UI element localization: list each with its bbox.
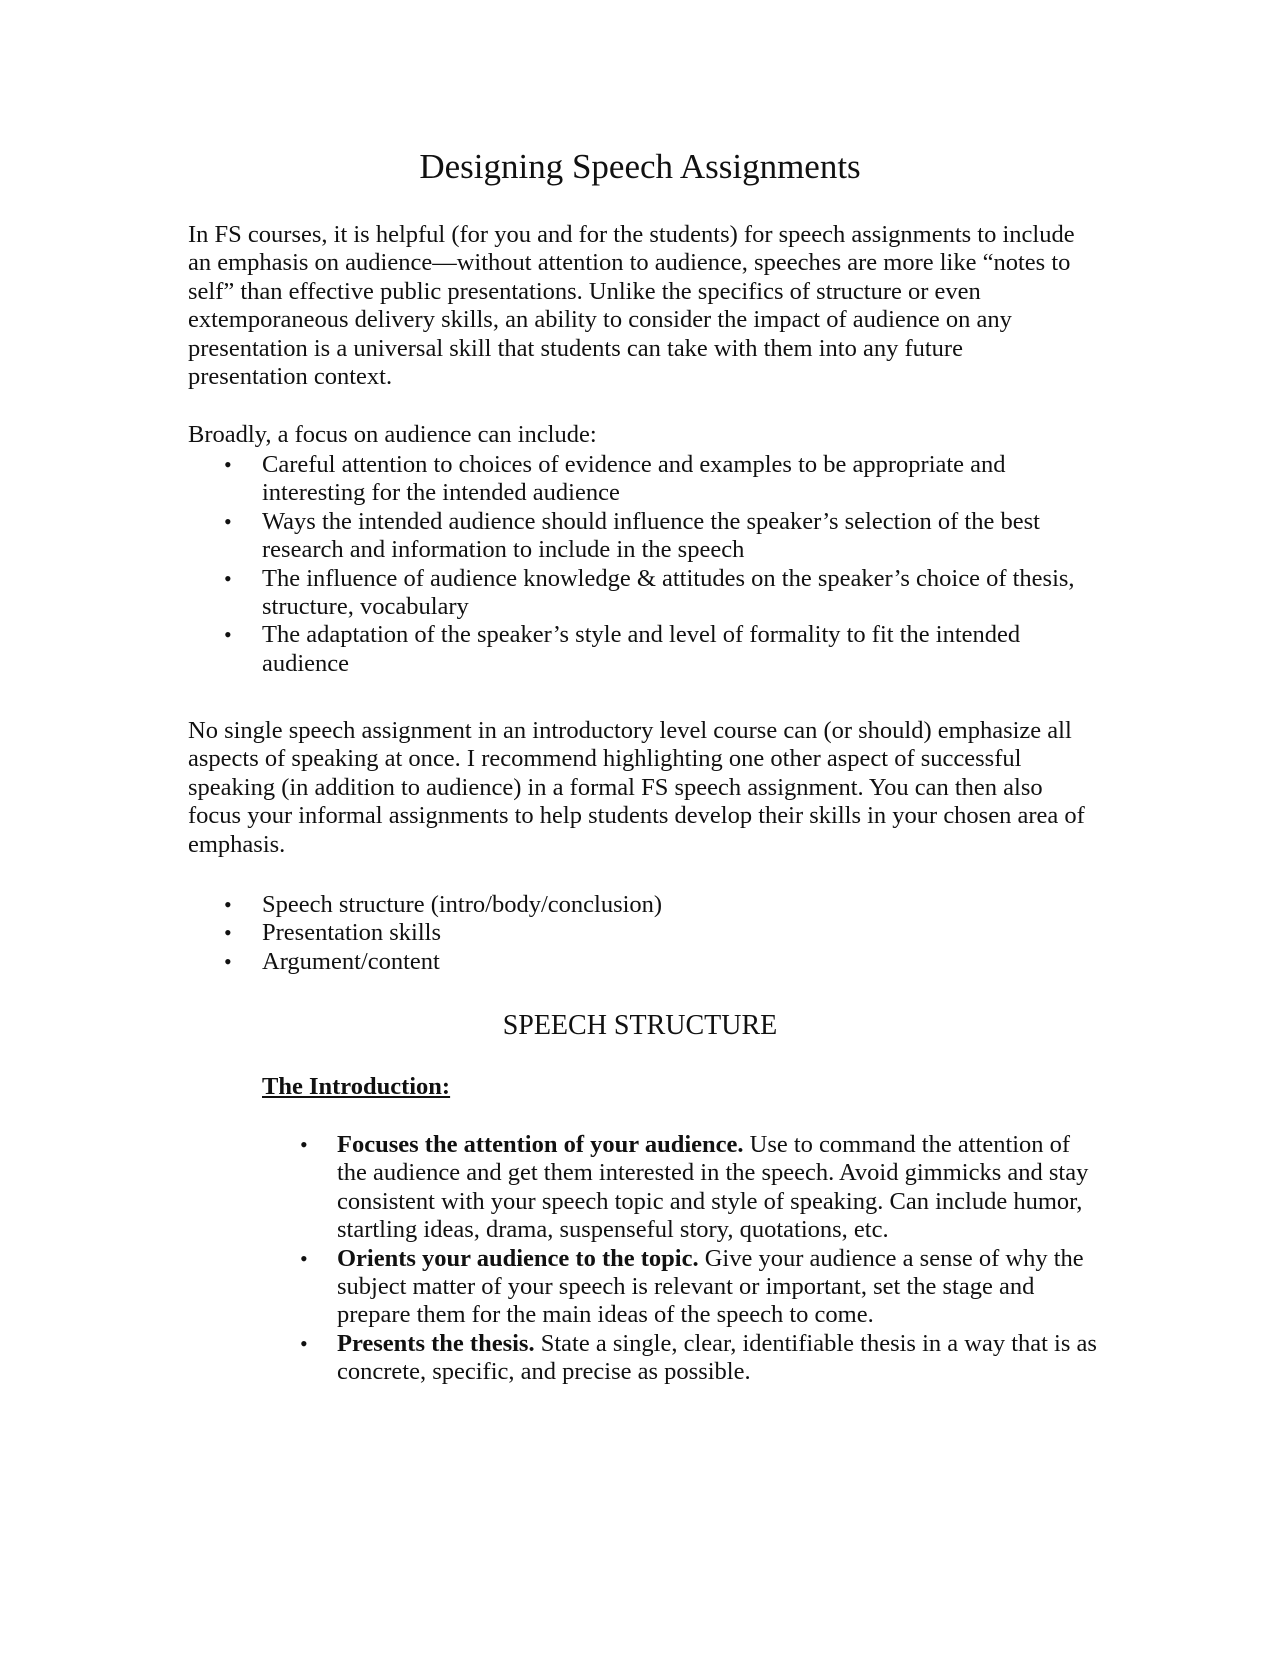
- list-item: [224, 451, 1092, 508]
- section-heading: SPEECH STRUCTURE: [502, 1010, 778, 1041]
- bullet-icon: •: [224, 920, 232, 946]
- list-item-text: Careful attention to choices of evidence and examples to be appropriate and interesting for the intended audience: [262, 451, 1006, 507]
- introduction-points-list: [300, 1131, 1097, 1387]
- list-item-lead: Orients your audience to the topic.: [337, 1244, 699, 1272]
- audience-focus-list: [224, 451, 1092, 678]
- list-item: [224, 507, 1092, 565]
- document-title: Designing Speech Assignments: [419, 147, 861, 186]
- list-item-lead: Presents the thesis.: [337, 1329, 535, 1357]
- list-item: [224, 891, 1092, 919]
- bullet-icon: •: [224, 622, 232, 648]
- list-item-lead: Focuses the attention of your audience.: [337, 1131, 744, 1158]
- bullet-icon: •: [224, 892, 232, 917]
- list-item-text: Give your audience a sense of why the subject matter of your speech is relevant or important, set the stage and prepare them for the main ideas of the speech to come.: [337, 1244, 1084, 1329]
- list-item: [224, 947, 1092, 976]
- list-item: [224, 919, 1092, 947]
- list-item: [224, 564, 1092, 622]
- list-item-text: Argument/content: [262, 947, 440, 975]
- list-item: [224, 621, 1092, 678]
- bullet-icon: •: [300, 1132, 308, 1157]
- list-item-text: The adaptation of the speaker’s style and level of formality to fit the intended audience: [262, 621, 1021, 677]
- bullet-icon: •: [224, 508, 232, 534]
- list-item-text: Use to command the attention of the audience and get them interested in the speech. Avoid gimmicks and stay consistent with your speech topic and style of speaking. Can include humor, startling ideas, drama, suspenseful story, quotations, etc.: [337, 1131, 1089, 1244]
- list-item: [300, 1244, 1097, 1330]
- bullet-icon: •: [224, 948, 232, 974]
- subsection-heading: The Introduction:: [262, 1073, 451, 1100]
- list-item: [300, 1329, 1097, 1387]
- audience-lead-text: Broadly, a focus on audience can include:: [188, 421, 597, 448]
- list-item: [300, 1131, 1097, 1245]
- list-item-text: Presentation skills: [262, 919, 441, 947]
- emphasis-paragraph: No single speech assignment in an introductory level course can (or should) emphasize all aspects of speaking at once. I recommend highlighting one other aspect of successful speaking (in addition to audience) in a formal FS speech assignment. You can then also focus your informal assignments to help students develop their skills in your chosen area of emphasis.: [188, 717, 1085, 858]
- list-item-text: Ways the intended audience should influence the speaker’s selection of the best research and information to include in the speech: [262, 507, 1040, 564]
- bullet-icon: •: [224, 565, 232, 591]
- intro-paragraph: In FS courses, it is helpful (for you and for the students) for speech assignments to include an emphasis on audience—without attention to audience, speeches are more like “notes to self” than effective public presentations. Unlike the specifics of structure or even extemporaneous delivery skills, an ability to consider the impact of audience on any presentation is a universal skill that students can take with them into any future presentation context.: [188, 221, 1075, 391]
- emphasis-options-list: [224, 891, 1092, 976]
- list-item-text: The influence of audience knowledge & attitudes on the speaker’s choice of thesis, structure, vocabulary: [262, 564, 1075, 621]
- bullet-icon: •: [300, 1245, 308, 1271]
- bullet-icon: •: [224, 452, 232, 477]
- list-item-text: Speech structure (intro/body/conclusion): [262, 891, 663, 918]
- bullet-icon: •: [300, 1330, 308, 1356]
- list-item-text: State a single, clear, identifiable thesis in a way that is as concrete, specific, and precise as possible.: [337, 1329, 1097, 1386]
